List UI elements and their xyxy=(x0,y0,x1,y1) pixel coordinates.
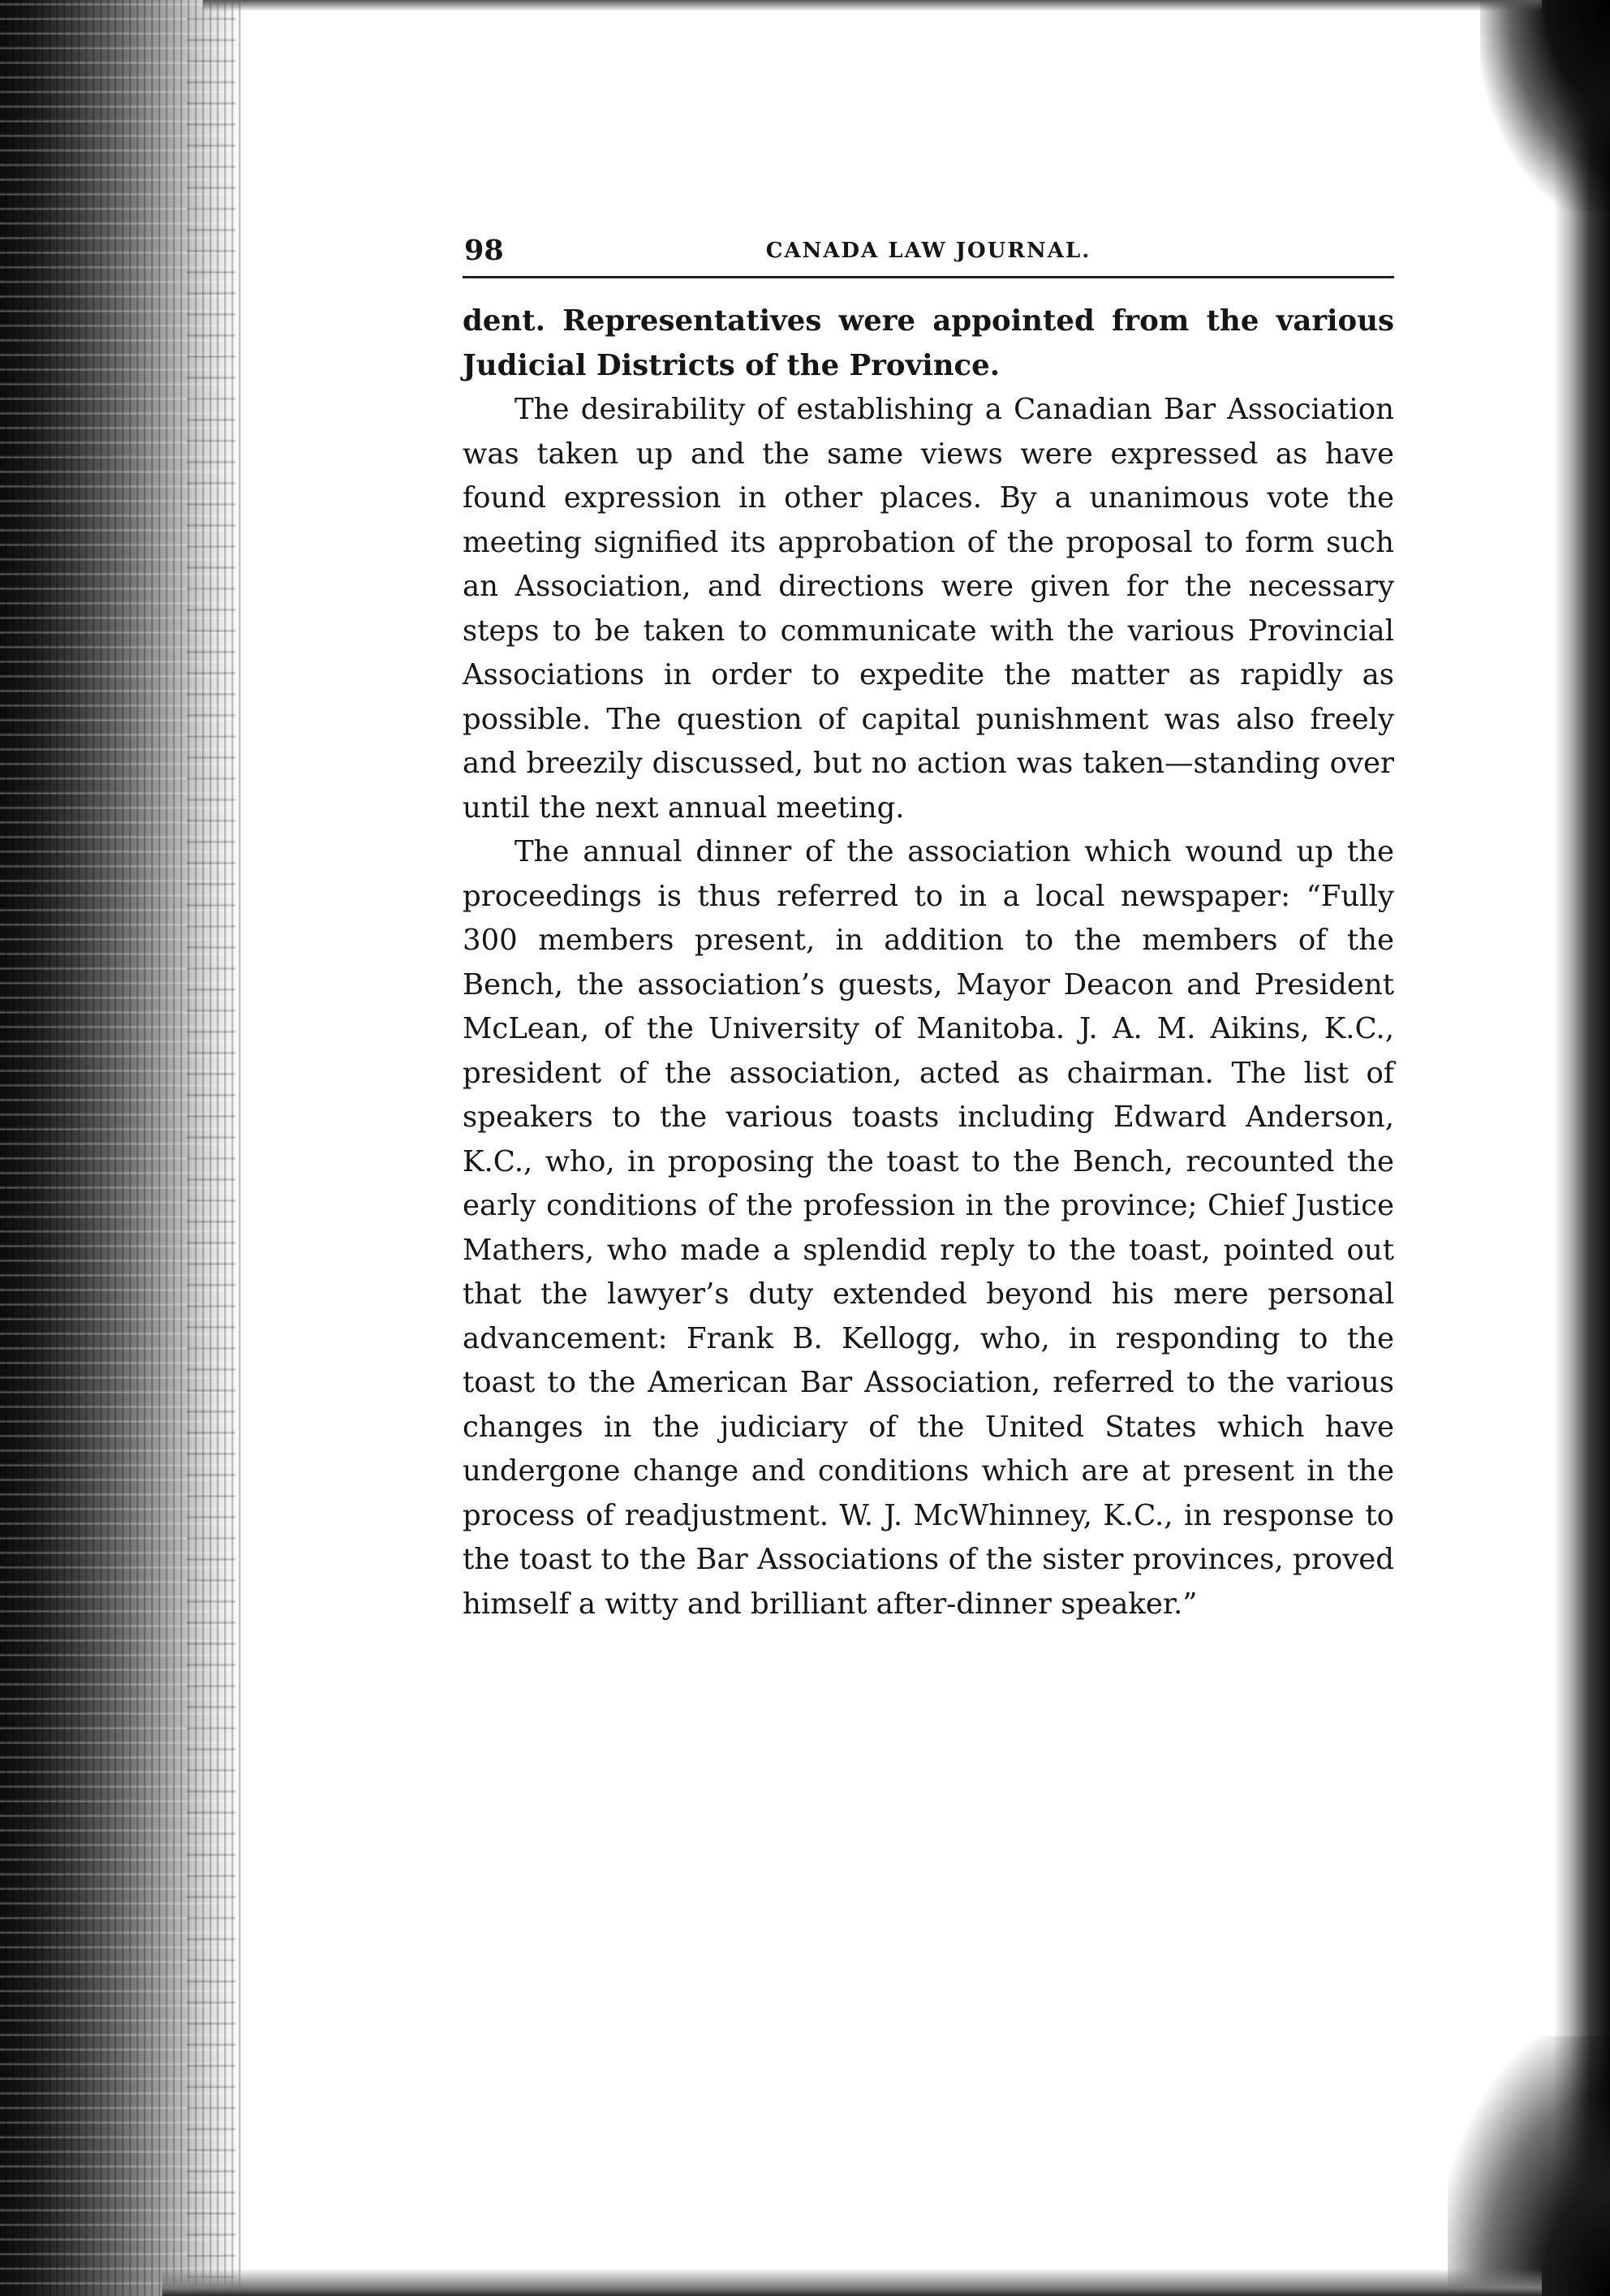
journal-page xyxy=(463,227,1394,1626)
page-number: 98 xyxy=(464,234,504,267)
page-header xyxy=(463,227,1394,278)
page-edge-bottom xyxy=(162,2268,1542,2296)
page-edge-right xyxy=(1553,0,1610,2296)
paragraph-bar-association: The desirability of establishing a Canadian Bar Association was taken up and the same views were expressed as have found expression in other places. By a unanimous vote the meeting signified its approbation of the proposal to form such an Association, and directions were given for the necessary steps to be taken to communicate with the various Provincial Associations in order to expedite the matter as rapidly as possible. The question of capital punishment was also freely and breezily discussed, but no action was taken—standing over until the next annual meeting. xyxy=(463,393,1394,825)
scan-shadow-top-right xyxy=(1480,0,1610,211)
running-head: CANADA LAW JOURNAL. xyxy=(765,239,1091,263)
page-edge-top xyxy=(203,0,1542,11)
article-body xyxy=(463,299,1394,1626)
paragraph-continuation: dent. Representatives were appointed from the various Judicial Districts of the Province. xyxy=(463,304,1394,382)
paragraph-annual-dinner: The annual dinner of the association which wound up the proceedings is thus referred to in a local newspaper: “Fully 300 members present, in addition to the members of the Bench, the association’s guests, Mayor Deacon and President McLean, of the University of Manitoba. J. A. M. Aikins, K.C., president of the association, acted as chairman. The list of speakers to the various toasts including Edward Anderson, K.C., who, in proposing the toast to the Bench, recounted the early conditions of the profession in the province; Chief Justice Mathers, who made a splendid reply to the toast, pointed out that the lawyer’s duty extended beyond his mere personal advancement: Frank B. Kellogg, who, in responding to the toast to the American Bar Association, referred to the various changes in the judiciary of the United States which have undergone change and conditions which are at present in the process of readjustment. W. J. McWhinney, K.C., in response to the toast to the Bar Associations of the sister provinces, proved himself a witty and brilliant after-dinner speaker.” xyxy=(463,835,1394,1621)
binding-texture xyxy=(187,0,235,2296)
scan-shadow-bottom-right xyxy=(1448,2036,1610,2296)
